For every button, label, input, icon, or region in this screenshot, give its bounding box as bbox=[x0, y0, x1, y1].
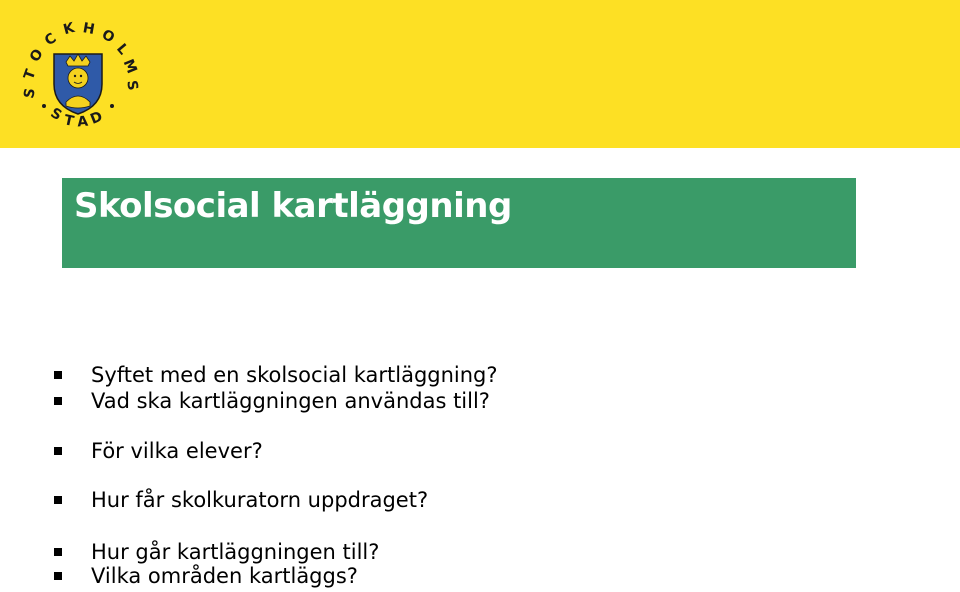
svg-text:O: O bbox=[98, 26, 118, 47]
svg-text:S: S bbox=[47, 105, 65, 124]
svg-text:S: S bbox=[123, 79, 141, 92]
list-item-text: Hur går kartläggningen till? bbox=[91, 540, 380, 564]
svg-text:T: T bbox=[21, 67, 40, 82]
svg-text:H: H bbox=[81, 20, 96, 38]
list-item-text: För vilka elever? bbox=[91, 439, 263, 463]
svg-text:M: M bbox=[119, 57, 140, 76]
page-title: Skolsocial kartläggning bbox=[74, 186, 512, 226]
list-item-text: Syftet med en skolsocial kartläggning? bbox=[91, 363, 498, 387]
svg-text:L: L bbox=[113, 40, 132, 58]
bullet-square-icon bbox=[54, 371, 62, 379]
bullet-square-icon bbox=[54, 548, 62, 556]
bullet-square-icon bbox=[54, 572, 62, 580]
list-item-text: Hur får skolkuratorn uppdraget? bbox=[91, 488, 429, 512]
svg-text:A: A bbox=[76, 113, 89, 131]
svg-text:C: C bbox=[41, 30, 60, 50]
svg-text:K: K bbox=[61, 20, 77, 39]
svg-text:T: T bbox=[62, 112, 76, 130]
svg-text:O: O bbox=[26, 46, 47, 66]
list-item-text: Vilka områden kartläggs? bbox=[91, 564, 358, 588]
bullet-square-icon bbox=[54, 397, 62, 405]
list-item-text: Vad ska kartläggningen användas till? bbox=[91, 389, 490, 413]
bullet-square-icon bbox=[54, 447, 62, 455]
bullet-square-icon bbox=[54, 496, 62, 504]
svg-text:S: S bbox=[21, 86, 39, 100]
svg-text:D: D bbox=[88, 108, 105, 128]
